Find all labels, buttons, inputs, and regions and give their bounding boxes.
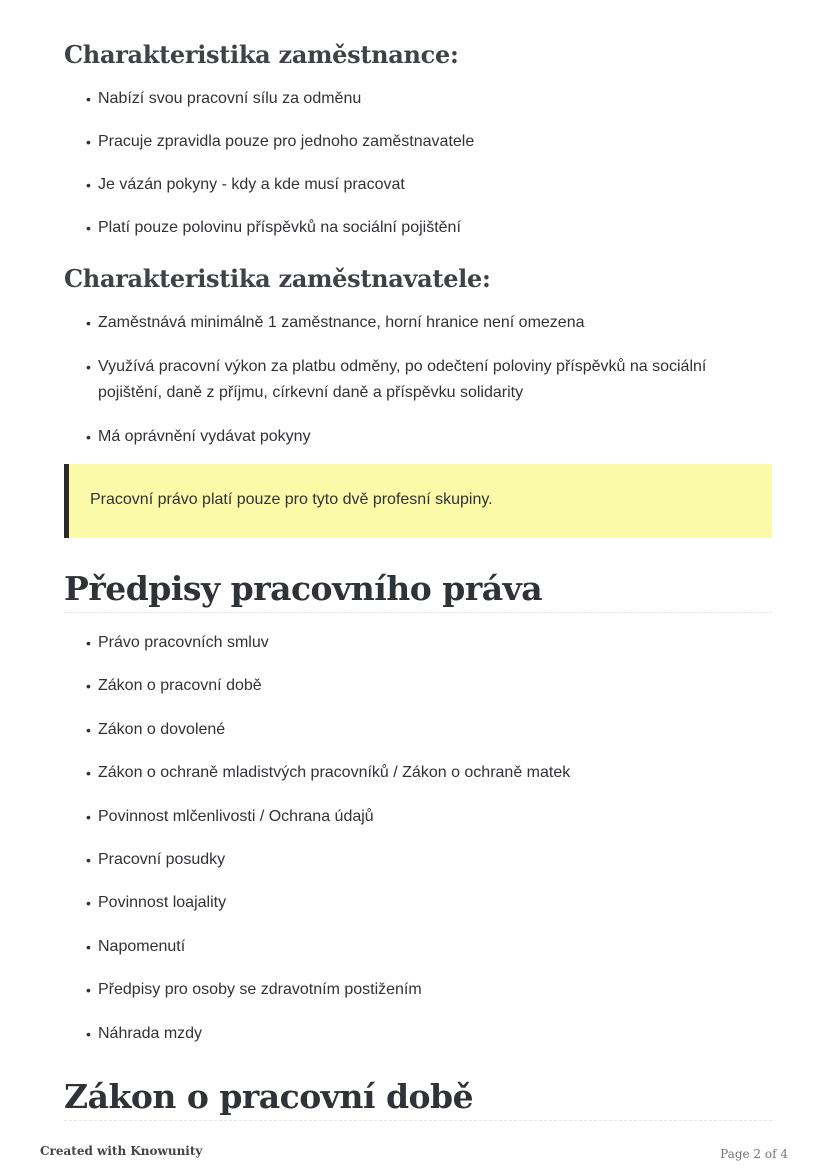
footer-credit: Created with Knowunity xyxy=(40,1144,203,1158)
page-number: Page 2 of 4 xyxy=(720,1147,788,1161)
list-item: • Pracovní posudky xyxy=(86,848,746,872)
list-item: • Právo pracovních smluv xyxy=(86,631,746,655)
list-item: • Je vázán pokyny - kdy a kde musí pracovat xyxy=(86,173,746,197)
employee-list xyxy=(86,87,746,240)
list-item: • Povinnost mlčenlivosti / Ochrana údajů xyxy=(86,805,746,829)
list-item: • Napomenutí xyxy=(86,935,746,959)
list-item: • Zákon o pracovní době xyxy=(86,674,746,698)
regulations-heading: Předpisy pracovního práva xyxy=(64,569,772,613)
list-item: • Náhrada mzdy xyxy=(86,1022,746,1046)
employee-heading: Charakteristika zaměstnance: xyxy=(64,40,459,69)
list-item: • Platí pouze polovinu příspěvků na sociální pojištění xyxy=(86,216,746,240)
list-item: • Pracuje zpravidla pouze pro jednoho zaměstnavatele xyxy=(86,130,746,154)
callout-text: Pracovní právo platí pouze pro tyto dvě profesní skupiny. xyxy=(90,491,493,508)
info-callout xyxy=(64,464,772,538)
list-item: • Předpisy pro osoby se zdravotním postižením xyxy=(86,978,746,1002)
list-item: • Využívá pracovní výkon za platbu odměny, po odečtení poloviny příspěvků na sociální pojištění, daně z příjmu, církevní daně a příspěvku solidarity xyxy=(86,354,746,406)
next-section-heading: Zákon o pracovní době xyxy=(64,1077,772,1121)
list-item: • Zákon o dovolené xyxy=(86,718,746,742)
employer-list xyxy=(86,311,746,449)
list-item: • Nabízí svou pracovní sílu za odměnu xyxy=(86,87,746,111)
list-item: • Zaměstnává minimálně 1 zaměstnance, horní hranice není omezena xyxy=(86,311,746,335)
list-item: • Má oprávnění vydávat pokyny xyxy=(86,425,746,449)
regulations-list xyxy=(86,631,746,1046)
list-item: • Povinnost loajality xyxy=(86,891,746,915)
list-item: • Zákon o ochraně mladistvých pracovníků / Zákon o ochraně matek xyxy=(86,761,746,785)
employer-heading: Charakteristika zaměstnavatele: xyxy=(64,264,491,293)
